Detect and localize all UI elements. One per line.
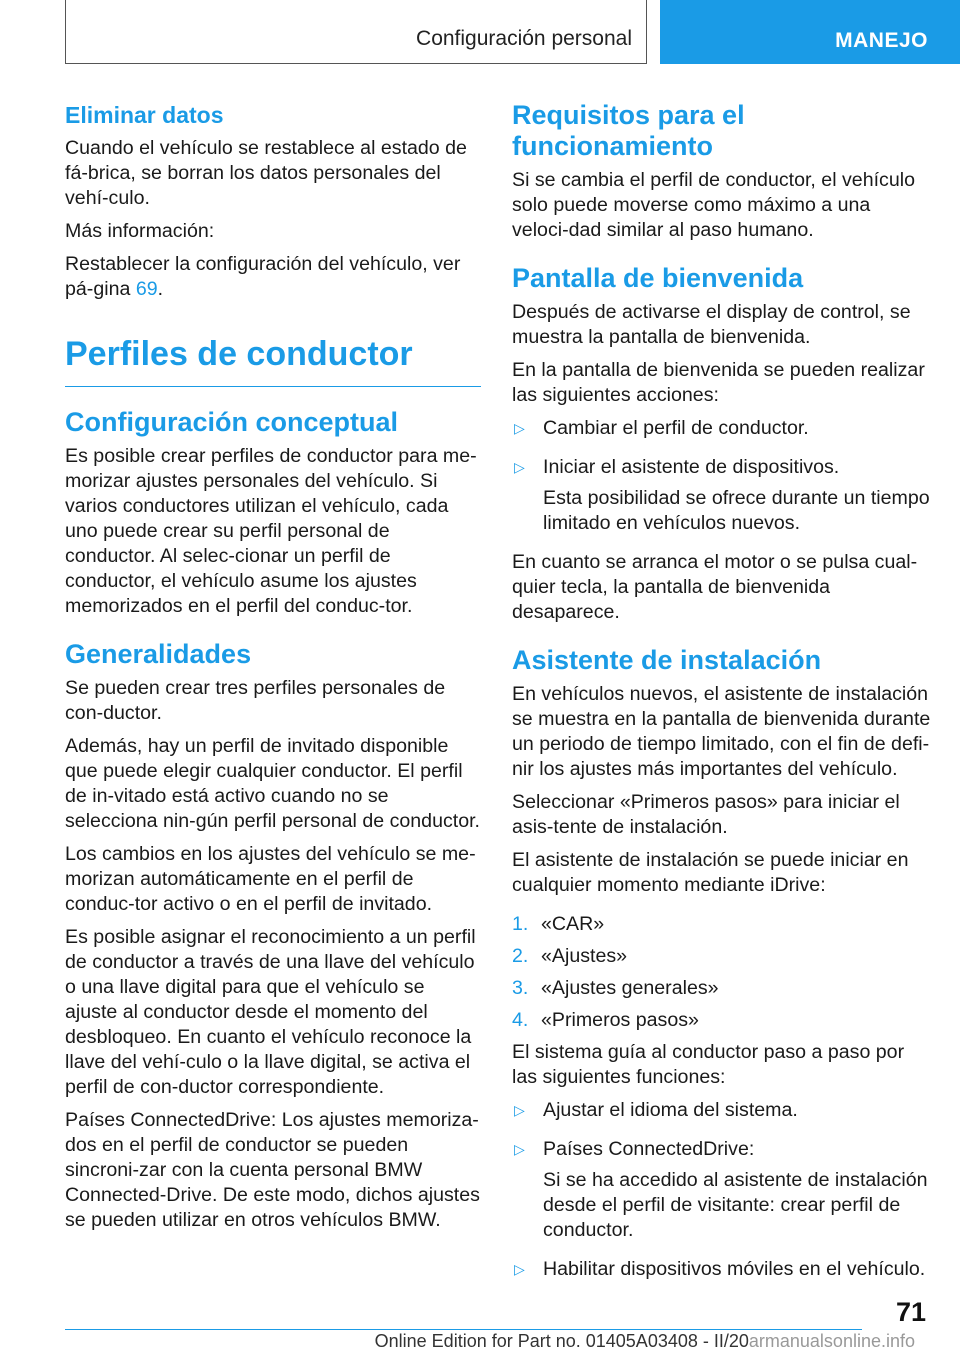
paragraph: Países ConnectedDrive: Los ajustes memoriza-dos en el perfil de conductor se pueden sincroni-zar con la cuenta personal BMW Connected-Drive. De este modo, dichos ajustes se pueden utilizar en otros vehículos BMW.	[65, 1109, 480, 1231]
step-number: 1.	[512, 913, 529, 935]
paragraph: Además, hay un perfil de invitado disponible que puede elegir cualquier conductor. El perfil de in-vitado está activo cuando no se selecciona nin-gún perfil personal de conductor.	[65, 735, 480, 832]
list-item	[512, 416, 932, 447]
list-item-text: Habilitar dispositivos móviles en el vehículo.	[543, 1258, 926, 1280]
triangle-bullet-icon: ▷	[514, 1102, 525, 1118]
right-column	[512, 100, 932, 1296]
header-section-box	[65, 0, 647, 64]
list-item-text: Ajustar el idioma del sistema.	[543, 1099, 798, 1121]
paragraph: Se pueden crear tres perfiles personales de con-ductor.	[65, 677, 446, 724]
page-link-69[interactable]: 69	[135, 278, 158, 300]
page-number: 71	[895, 1297, 926, 1327]
paragraph: Seleccionar «Primeros pasos» para iniciar el asis-tente de instalación.	[512, 791, 900, 838]
watermark-text: armanualsonline.info	[748, 1331, 915, 1351]
step-number: 3.	[512, 977, 529, 999]
footer-divider	[65, 1329, 862, 1330]
triangle-bullet-icon: ▷	[514, 459, 525, 475]
paragraph: Si se cambia el perfil de conductor, el vehículo solo puede moverse como máximo a una veloci-dad similar al paso humano.	[512, 169, 915, 241]
left-column	[65, 100, 481, 1241]
footer-edition-text: Online Edition for Part no. 01405A03408 - II/20	[374, 1331, 749, 1351]
heading-requisitos: Requisitos para el funcionamiento	[512, 100, 745, 161]
paragraph: Después de activarse el display de control, se muestra la pantalla de bienvenida.	[512, 301, 911, 348]
step-text: «Primeros pasos»	[541, 1009, 699, 1031]
numbered-step	[512, 912, 932, 937]
list-item	[512, 455, 932, 542]
list-item-text: Iniciar el asistente de dispositivos.	[543, 456, 840, 478]
list-item	[512, 1137, 932, 1249]
paragraph-text: Restablecer la configuración del vehículo, ver pá-gina	[65, 253, 461, 300]
list-item	[512, 1098, 932, 1129]
footer-edition	[375, 1331, 915, 1352]
list-item-subtext: Esta posibilidad se ofrece durante un tiempo limitado en vehículos nuevos.	[543, 487, 930, 534]
paragraph: Los cambios en los ajustes del vehículo se me-morizan automáticamente en el perfil de conduc-tor activo o en el perfil de invitado.	[65, 843, 476, 915]
header-chapter-label: MANEJO	[835, 29, 928, 52]
paragraph: Cuando el vehículo se restablece al estado de fá-brica, se borran los datos personales del vehí-culo.	[65, 137, 467, 209]
step-number: 4.	[512, 1009, 529, 1031]
header-section-title: Configuración personal	[416, 27, 632, 50]
numbered-step	[512, 944, 932, 969]
paragraph: Más información:	[65, 220, 215, 242]
section-title-perfiles: Perfiles de conductor	[65, 332, 481, 387]
numbered-step	[512, 1008, 932, 1033]
paragraph: Es posible asignar el reconocimiento a un perfil de conductor a través de una llave del vehículo o una llave digital para que el vehículo se ajuste al conductor desde el momento del desbloqueo. En cuanto el vehículo reconoce la llave del vehí-culo o la llave digital, se activa el perfil de con-ductor correspondiente.	[65, 926, 476, 1098]
paragraph: En vehículos nuevos, el asistente de instalación se muestra en la pantalla de bienvenida durante un periodo de tiempo limitado, con el fin de defi-nir los ajustes más importantes del vehículo.	[512, 683, 931, 780]
paragraph: Es posible crear perfiles de conductor para me-morizar ajustes personales del vehículo. Si varios conductores utilizan el vehículo, cada uno puede crear su perfil personal de conductor. Al selec-cionar un perfil de conductor, el vehículo asume los ajustes memorizados en el perfil del conduc-tor.	[65, 445, 477, 617]
list-item-text: Países ConnectedDrive:	[543, 1138, 755, 1160]
list-item-subtext: Si se ha accedido al asistente de instalación desde el perfil de visitante: crear perfil de conductor.	[543, 1169, 928, 1241]
paragraph-with-link	[65, 252, 481, 302]
paragraph: En cuanto se arranca el motor o se pulsa cual-quier tecla, la pantalla de bienvenida desaparece.	[512, 551, 918, 623]
paragraph: El asistente de instalación se puede iniciar en cualquier momento mediante iDrive:	[512, 849, 909, 896]
list-item	[512, 1257, 932, 1288]
step-text: «CAR»	[541, 913, 605, 935]
heading-generalidades: Generalidades	[65, 639, 252, 669]
step-text: «Ajustes»	[541, 945, 628, 967]
triangle-bullet-icon: ▷	[514, 1141, 525, 1157]
heading-eliminar-datos: Eliminar datos	[65, 102, 224, 128]
numbered-step	[512, 976, 932, 1001]
paragraph: El sistema guía al conductor paso a paso por las siguientes funciones:	[512, 1041, 905, 1088]
paragraph-text: .	[157, 278, 164, 300]
heading-pantalla-bienvenida: Pantalla de bienvenida	[512, 263, 804, 293]
numbered-steps-list	[512, 912, 932, 1033]
paragraph: En la pantalla de bienvenida se pueden realizar las siguientes acciones:	[512, 359, 925, 406]
heading-configuracion-conceptual: Configuración conceptual	[65, 407, 399, 437]
step-text: «Ajustes generales»	[541, 977, 719, 999]
header-chapter-tab[interactable]	[660, 0, 960, 64]
step-number: 2.	[512, 945, 529, 967]
triangle-bullet-icon: ▷	[514, 420, 525, 436]
heading-asistente-instalacion: Asistente de instalación	[512, 645, 822, 675]
triangle-bullet-icon: ▷	[514, 1261, 525, 1277]
list-item-text: Cambiar el perfil de conductor.	[543, 417, 809, 439]
